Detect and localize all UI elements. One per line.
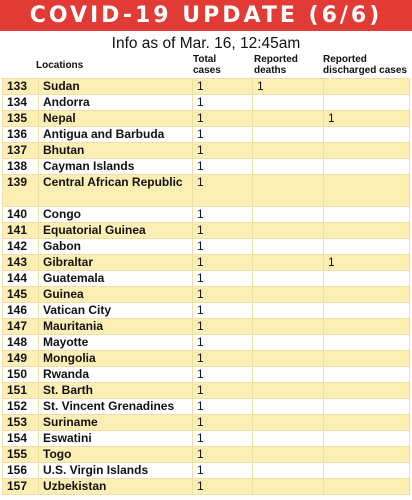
row-number: 138 xyxy=(3,159,39,175)
table-row xyxy=(3,159,410,175)
table-row xyxy=(3,95,410,111)
table-row xyxy=(3,319,410,335)
row-number: 137 xyxy=(3,143,39,159)
discharged-cell xyxy=(324,95,410,111)
total-cases-cell: 1 xyxy=(193,303,253,319)
location-cell: Central African Republic xyxy=(39,175,193,207)
row-number: 149 xyxy=(3,351,39,367)
table-row xyxy=(3,383,410,399)
total-cases-cell: 1 xyxy=(193,143,253,159)
total-cases-cell: 1 xyxy=(193,447,253,463)
table-row xyxy=(3,479,410,495)
discharged-cell xyxy=(324,447,410,463)
deaths-cell xyxy=(253,207,324,223)
total-cases-cell: 1 xyxy=(193,79,253,95)
discharged-cell xyxy=(324,239,410,255)
header-reported-deaths: Reported deaths xyxy=(254,54,298,76)
header-locations: Locations xyxy=(36,60,84,71)
table-row xyxy=(3,127,410,143)
row-number: 155 xyxy=(3,447,39,463)
total-cases-cell: 1 xyxy=(193,431,253,447)
deaths-cell xyxy=(253,319,324,335)
location-cell: Togo xyxy=(39,447,193,463)
discharged-cell xyxy=(324,175,410,207)
discharged-cell xyxy=(324,479,410,495)
location-cell: Nepal xyxy=(39,111,193,127)
row-number: 146 xyxy=(3,303,39,319)
cases-table xyxy=(2,78,410,495)
location-cell: Gibraltar xyxy=(39,255,193,271)
deaths-cell xyxy=(253,143,324,159)
discharged-cell xyxy=(324,143,410,159)
deaths-cell xyxy=(253,335,324,351)
total-cases-cell: 1 xyxy=(193,255,253,271)
column-headers xyxy=(0,52,412,77)
location-cell: Antigua and Barbuda xyxy=(39,127,193,143)
table-row xyxy=(3,447,410,463)
location-cell: Equatorial Guinea xyxy=(39,223,193,239)
row-number: 140 xyxy=(3,207,39,223)
row-number: 150 xyxy=(3,367,39,383)
total-cases-cell: 1 xyxy=(193,111,253,127)
discharged-cell xyxy=(324,127,410,143)
location-cell: Uzbekistan xyxy=(39,479,193,495)
deaths-cell xyxy=(253,239,324,255)
table-row xyxy=(3,271,410,287)
table-row xyxy=(3,287,410,303)
row-number: 153 xyxy=(3,415,39,431)
total-cases-cell: 1 xyxy=(193,239,253,255)
deaths-cell xyxy=(253,431,324,447)
total-cases-cell: 1 xyxy=(193,399,253,415)
row-number: 152 xyxy=(3,399,39,415)
deaths-cell xyxy=(253,287,324,303)
location-cell: Mongolia xyxy=(39,351,193,367)
total-cases-cell: 1 xyxy=(193,479,253,495)
total-cases-cell: 1 xyxy=(193,207,253,223)
row-number: 148 xyxy=(3,335,39,351)
table-row xyxy=(3,431,410,447)
discharged-cell xyxy=(324,79,410,95)
total-cases-cell: 1 xyxy=(193,127,253,143)
total-cases-cell: 1 xyxy=(193,319,253,335)
location-cell: Cayman Islands xyxy=(39,159,193,175)
total-cases-cell: 1 xyxy=(193,351,253,367)
header-reported-discharged: Reported discharged cases xyxy=(323,54,407,76)
table-row xyxy=(3,111,410,127)
info-timestamp: Info as of Mar. 16, 12:45am xyxy=(111,35,301,52)
total-cases-cell: 1 xyxy=(193,367,253,383)
total-cases-cell: 1 xyxy=(193,159,253,175)
discharged-cell: 1 xyxy=(324,255,410,271)
location-cell: U.S. Virgin Islands xyxy=(39,463,193,479)
deaths-cell xyxy=(253,223,324,239)
header-total-cases: Total cases xyxy=(193,54,221,76)
total-cases-cell: 1 xyxy=(193,223,253,239)
deaths-cell xyxy=(253,415,324,431)
location-cell: Guinea xyxy=(39,287,193,303)
row-number: 151 xyxy=(3,383,39,399)
row-number: 133 xyxy=(3,79,39,95)
discharged-cell xyxy=(324,319,410,335)
discharged-cell xyxy=(324,303,410,319)
location-cell: Congo xyxy=(39,207,193,223)
deaths-cell xyxy=(253,159,324,175)
discharged-cell xyxy=(324,335,410,351)
discharged-cell xyxy=(324,367,410,383)
row-number: 147 xyxy=(3,319,39,335)
deaths-cell xyxy=(253,447,324,463)
total-cases-cell: 1 xyxy=(193,287,253,303)
location-cell: Guatemala xyxy=(39,271,193,287)
discharged-cell xyxy=(324,463,410,479)
deaths-cell xyxy=(253,367,324,383)
total-cases-cell: 1 xyxy=(193,383,253,399)
discharged-cell: 1 xyxy=(324,111,410,127)
table-row xyxy=(3,207,410,223)
table-row xyxy=(3,303,410,319)
deaths-cell xyxy=(253,127,324,143)
deaths-cell xyxy=(253,95,324,111)
row-number: 145 xyxy=(3,287,39,303)
row-number: 141 xyxy=(3,223,39,239)
location-cell: Bhutan xyxy=(39,143,193,159)
deaths-cell xyxy=(253,479,324,495)
location-cell: Gabon xyxy=(39,239,193,255)
location-cell: Eswatini xyxy=(39,431,193,447)
row-number: 143 xyxy=(3,255,39,271)
row-number: 156 xyxy=(3,463,39,479)
discharged-cell xyxy=(324,399,410,415)
discharged-cell xyxy=(324,351,410,367)
row-number: 154 xyxy=(3,431,39,447)
deaths-cell xyxy=(253,383,324,399)
location-cell: Mauritania xyxy=(39,319,193,335)
table-row xyxy=(3,79,410,95)
table-row xyxy=(3,367,410,383)
row-number: 136 xyxy=(3,127,39,143)
table-row xyxy=(3,255,410,271)
table-row xyxy=(3,175,410,207)
location-cell: Sudan xyxy=(39,79,193,95)
table-row xyxy=(3,399,410,415)
deaths-cell xyxy=(253,175,324,207)
total-cases-cell: 1 xyxy=(193,415,253,431)
deaths-cell xyxy=(253,303,324,319)
discharged-cell xyxy=(324,415,410,431)
total-cases-cell: 1 xyxy=(193,95,253,111)
table-row xyxy=(3,463,410,479)
title-banner: COVID-19 UPDATE (6/6) xyxy=(0,0,412,31)
discharged-cell xyxy=(324,207,410,223)
discharged-cell xyxy=(324,383,410,399)
discharged-cell xyxy=(324,271,410,287)
row-number: 139 xyxy=(3,175,39,207)
total-cases-cell: 1 xyxy=(193,335,253,351)
location-cell: Rwanda xyxy=(39,367,193,383)
location-cell: Andorra xyxy=(39,95,193,111)
discharged-cell xyxy=(324,431,410,447)
discharged-cell xyxy=(324,159,410,175)
row-number: 142 xyxy=(3,239,39,255)
total-cases-cell: 1 xyxy=(193,271,253,287)
deaths-cell xyxy=(253,271,324,287)
table-row xyxy=(3,223,410,239)
row-number: 157 xyxy=(3,479,39,495)
total-cases-cell: 1 xyxy=(193,463,253,479)
deaths-cell xyxy=(253,111,324,127)
location-cell: Suriname xyxy=(39,415,193,431)
deaths-cell xyxy=(253,351,324,367)
total-cases-cell: 1 xyxy=(193,175,253,207)
row-number: 135 xyxy=(3,111,39,127)
location-cell: St. Vincent Grenadines xyxy=(39,399,193,415)
deaths-cell xyxy=(253,463,324,479)
table-row xyxy=(3,351,410,367)
row-number: 134 xyxy=(3,95,39,111)
location-cell: Mayotte xyxy=(39,335,193,351)
discharged-cell xyxy=(324,223,410,239)
location-cell: St. Barth xyxy=(39,383,193,399)
table-row xyxy=(3,143,410,159)
deaths-cell: 1 xyxy=(253,79,324,95)
row-number: 144 xyxy=(3,271,39,287)
deaths-cell xyxy=(253,399,324,415)
table-row xyxy=(3,335,410,351)
table-row xyxy=(3,415,410,431)
deaths-cell xyxy=(253,255,324,271)
location-cell: Vatican City xyxy=(39,303,193,319)
table-row xyxy=(3,239,410,255)
discharged-cell xyxy=(324,287,410,303)
